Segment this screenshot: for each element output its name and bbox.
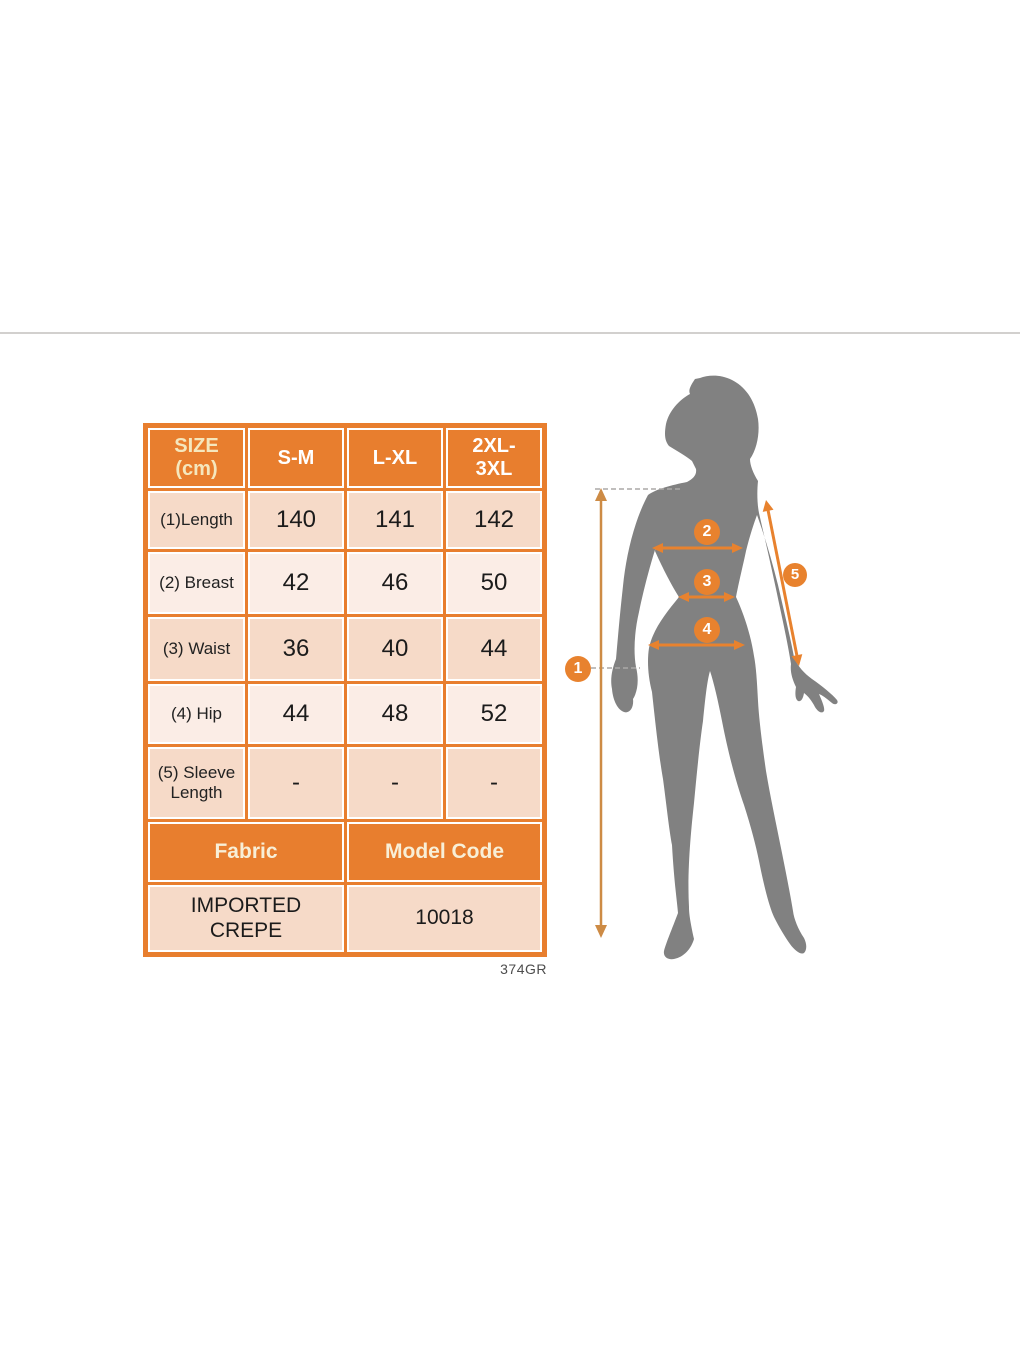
measure-marker-5: 5 (783, 563, 807, 587)
table-row-footer-values (148, 885, 542, 952)
cell-waist-lxl: 40 (347, 617, 443, 681)
cell-breast-lxl: 46 (347, 552, 443, 614)
row-label-hip: (4) Hip (148, 684, 245, 744)
table-row-length (148, 491, 542, 549)
table-row-footer-header (148, 822, 542, 882)
measure-marker-2: 2 (694, 519, 720, 545)
cell-waist-sm: 36 (248, 617, 344, 681)
table-row-hip (148, 684, 542, 744)
fabric-value: IMPORTED CREPE (148, 885, 344, 952)
table-row-sleeve (148, 747, 542, 819)
row-label-length: (1)Length (148, 491, 245, 549)
cell-length-2xl: 142 (446, 491, 542, 549)
cell-length-lxl: 141 (347, 491, 443, 549)
table-row-waist (148, 617, 542, 681)
cell-hip-lxl: 48 (347, 684, 443, 744)
measure-marker-4: 4 (694, 617, 720, 643)
model-code-header: Model Code (347, 822, 542, 882)
cell-hip-sm: 44 (248, 684, 344, 744)
cell-sleeve-lxl: - (347, 747, 443, 819)
measure-marker-3: 3 (694, 569, 720, 595)
fabric-header: Fabric (148, 822, 344, 882)
cell-waist-2xl: 44 (446, 617, 542, 681)
cell-breast-2xl: 50 (446, 552, 542, 614)
cell-sleeve-2xl: - (446, 747, 542, 819)
row-label-breast: (2) Breast (148, 552, 245, 614)
measurement-figure (560, 360, 860, 980)
top-divider-line (0, 332, 1020, 334)
model-note: 374GR (500, 961, 547, 977)
row-label-waist: (3) Waist (148, 617, 245, 681)
cell-hip-2xl: 52 (446, 684, 542, 744)
cell-length-sm: 140 (248, 491, 344, 549)
cell-breast-sm: 42 (248, 552, 344, 614)
table-row-breast (148, 552, 542, 614)
body-silhouette (611, 376, 837, 960)
size-table (143, 423, 547, 957)
size-unit-header: SIZE (cm) (148, 428, 245, 488)
table-header-row (148, 428, 542, 488)
row-label-sleeve: (5) Sleeve Length (148, 747, 245, 819)
col-header-lxl: L-XL (347, 428, 443, 488)
length-arrow (595, 488, 607, 938)
model-code-value: 10018 (347, 885, 542, 952)
col-header-2xl3xl: 2XL-3XL (446, 428, 542, 488)
measure-marker-1: 1 (565, 656, 591, 682)
col-header-sm: S-M (248, 428, 344, 488)
cell-sleeve-sm: - (248, 747, 344, 819)
